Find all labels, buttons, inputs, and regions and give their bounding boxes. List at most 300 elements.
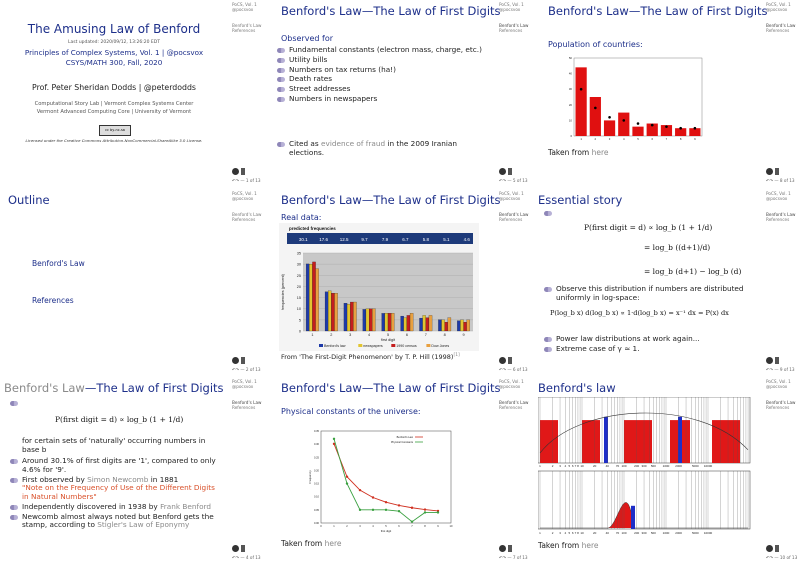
page-number: 1 of 13	[245, 178, 261, 183]
print-icon[interactable]	[232, 545, 239, 552]
sidebar-item-references[interactable]: References	[232, 216, 256, 222]
sidebar-course: PoCS, Vol. 1	[232, 191, 257, 196]
data-point	[385, 509, 387, 511]
axis-tick-label: 1000	[662, 464, 670, 468]
slide-population	[534, 0, 800, 188]
y-tick-label: 50	[568, 56, 572, 60]
newcomb-year: in 1881	[148, 474, 179, 484]
y-tick-label: 25	[296, 273, 301, 278]
bar	[442, 320, 445, 331]
data-point	[359, 489, 361, 491]
axis-tick-label: 4	[564, 464, 567, 468]
sidebar	[499, 379, 533, 410]
x-axis-label: first digit	[380, 529, 392, 533]
axis-tick-label: 7	[574, 531, 577, 535]
data-point	[424, 508, 426, 510]
bar	[632, 127, 643, 136]
population-chart	[564, 52, 704, 142]
slide-heading: Benford's Law—The Law of First Digits	[281, 381, 501, 395]
bar	[407, 315, 410, 331]
list-item: Power law distributions at work again...	[542, 335, 757, 344]
print-icon[interactable]	[232, 357, 239, 364]
slide-heading: Essential story	[538, 193, 623, 207]
axis-tick-label: 100	[621, 464, 627, 468]
bar	[309, 264, 312, 331]
list-item: Fundamental constants (electron mass, charge, etc.)	[275, 46, 490, 55]
sidebar-item-references[interactable]: References	[499, 216, 523, 222]
slide-heading: Benford's Law—The Law of First Digits	[281, 4, 501, 18]
x-tick-label: 0	[320, 525, 322, 528]
bookmark-icon[interactable]	[775, 168, 779, 175]
print-icon[interactable]	[499, 168, 506, 175]
course-line-2: CSYS/MATH 300, Fall, 2020	[65, 58, 163, 67]
axis-tick-label: 2	[551, 464, 554, 468]
list-item: Numbers in newspapers	[275, 95, 490, 104]
y-tick-label: 0.05	[313, 508, 319, 512]
bookmark-icon[interactable]	[241, 168, 245, 175]
axis-tick-label: 100	[621, 531, 627, 535]
deck-title: The Amusing Law of Benford	[27, 22, 201, 36]
data-point	[372, 509, 374, 511]
slide-footer	[232, 168, 261, 183]
axis-tick-label: 500	[650, 531, 656, 535]
y-tick-label: 0	[298, 329, 301, 334]
bar	[576, 67, 587, 136]
y-tick-label: 35	[296, 251, 301, 256]
sidebar	[232, 379, 266, 410]
sidebar-item-references[interactable]: References	[232, 27, 256, 33]
sidebar-item-benford[interactable]: Benford's Law	[766, 22, 796, 28]
sidebar	[232, 2, 266, 33]
updated-line: Last updated: 2020/09/12, 13:26:20 EDT	[68, 40, 160, 45]
x-tick-label: 5	[386, 333, 390, 337]
nav-arrows-icon[interactable]: ↶↷ —	[499, 555, 512, 560]
x-tick-label: 6	[398, 525, 400, 528]
caption-text: Taken from	[548, 148, 592, 157]
nav-arrows-icon[interactable]: ↶↷ —	[232, 367, 245, 372]
newcomb-paper-link[interactable]: "Note on the Frequency of Use of the Different Digits in Natural Numbers"	[22, 483, 215, 501]
axis-tick-label: 8	[577, 464, 579, 468]
axis-tick-label: 4	[564, 531, 567, 535]
print-icon[interactable]	[766, 545, 773, 552]
slide-footer	[766, 545, 797, 560]
sidebar-course: PoCS, Vol. 1	[232, 379, 257, 384]
slide-heading: Outline	[8, 193, 50, 207]
slide-physical-constants	[267, 377, 533, 565]
legend-label: Benford's Law	[396, 436, 413, 439]
axis-tick-label: 500	[650, 464, 656, 468]
axis-tick-label: 8	[577, 531, 579, 535]
sidebar-handle: @pocsvox	[766, 196, 788, 202]
y-tick-label: 0.20	[313, 469, 319, 473]
sidebar-item-benford[interactable]: Benford's Law	[232, 211, 262, 217]
caption-text: From 'The First-Digit Phenomenon' by T. P. Hill (1998)	[281, 353, 454, 362]
bar	[347, 304, 350, 331]
bar	[590, 97, 601, 136]
benford-link[interactable]: Frank Benford	[160, 501, 212, 511]
legend-label: newspapers	[363, 344, 383, 348]
caption-text: Taken from	[538, 541, 582, 550]
slide-heading: Benford's Law—The Law of First Digits	[4, 381, 224, 395]
data-point	[398, 504, 400, 506]
x-tick-label: 10	[449, 525, 453, 528]
power-law-bullets	[542, 335, 757, 355]
sidebar	[499, 191, 533, 222]
nav-arrows-icon[interactable]: ↶↷ —	[766, 178, 779, 183]
sidebar-handle: @pocsvox	[499, 384, 521, 390]
slide-footer	[232, 545, 261, 560]
y-tick-label: 0.30	[313, 443, 319, 447]
bar	[385, 313, 388, 331]
slide-footer	[499, 168, 528, 183]
license-badge-icon: cc by-nc-sa	[99, 125, 131, 136]
print-icon[interactable]	[499, 357, 506, 364]
y-tick-label: 40	[568, 71, 572, 76]
x-axis-label: first digit	[380, 338, 396, 342]
legend-swatch	[426, 344, 430, 347]
table-title: predicted frequencies	[289, 226, 336, 231]
sidebar-item-references[interactable]: References	[766, 404, 790, 410]
list-item	[8, 513, 223, 531]
x-tick-label: 7	[411, 525, 413, 528]
x-tick-label: 6	[405, 333, 408, 337]
sidebar-course: PoCS, Vol. 1	[766, 191, 791, 196]
page-number: 6 of 13	[512, 367, 528, 372]
list-item: Utility bills	[275, 56, 490, 65]
bar	[334, 293, 337, 331]
bullet-marker	[8, 399, 223, 409]
benford-text: Independently discovered in 1938 by	[22, 501, 161, 511]
y-tick-label: 0	[570, 134, 572, 138]
legend-label: Dow Jones	[431, 344, 450, 348]
bar	[419, 318, 422, 331]
bar	[382, 313, 385, 331]
slide-heading: Benford's law	[538, 381, 616, 395]
y-tick-label: 20	[568, 102, 572, 107]
slide-real-data	[267, 189, 533, 377]
axis-tick-label: 6	[571, 531, 574, 535]
axis-tick-label: 2	[551, 531, 554, 535]
slide-footer	[499, 545, 528, 560]
x-tick-label: 7	[665, 137, 668, 141]
sidebar-course: PoCS, Vol. 1	[499, 191, 524, 196]
sidebar	[766, 379, 800, 410]
sidebar-item-references[interactable]: References	[499, 27, 523, 33]
source-link[interactable]: here	[581, 541, 599, 550]
definition-bullets	[8, 457, 223, 531]
y-tick-label: 0.25	[313, 456, 319, 460]
bar	[316, 269, 319, 331]
author-line: Prof. Peter Sheridan Dodds | @peterdodds	[32, 83, 196, 92]
predicted-value: 12.5	[339, 237, 349, 242]
bookmark-icon[interactable]	[241, 545, 245, 552]
bar	[312, 262, 315, 331]
legend-label: 1990 census	[396, 344, 417, 348]
benford-marker	[665, 125, 668, 128]
nav-arrows-icon[interactable]: ↶↷ —	[766, 367, 779, 372]
bookmark-icon[interactable]	[775, 357, 779, 364]
slide-essential-story	[534, 189, 800, 377]
page-number: 7 of 13	[512, 555, 528, 560]
sidebar	[499, 2, 533, 33]
stigler-link[interactable]: Stigler's Law of Eponymy	[97, 520, 190, 530]
sidebar-handle: @pocsvox	[499, 7, 521, 13]
nav-arrows-icon[interactable]: ↶↷ —	[499, 367, 512, 372]
bar	[391, 313, 394, 331]
benford-marker	[637, 122, 640, 125]
predicted-value: 9.7	[361, 237, 368, 242]
legend-swatch	[358, 344, 362, 347]
slide-footer	[766, 168, 795, 183]
x-tick-label: 5	[637, 137, 639, 141]
equation-3: = log_b (d+1) − log_b (d)	[644, 267, 742, 276]
sidebar-handle: @pocsvox	[766, 7, 788, 13]
bullet-marker	[542, 209, 757, 219]
predicted-value: 4.6	[463, 237, 470, 242]
affiliation-line-1: Computational Story Lab | Vermont Complex Systems Center	[34, 101, 194, 107]
sidebar-course: PoCS, Vol. 1	[766, 379, 791, 384]
sidebar	[232, 191, 266, 222]
data-point	[411, 520, 413, 522]
outline-item-benford[interactable]: Benford's Law	[32, 259, 85, 268]
cited-bullet	[275, 140, 490, 159]
shaded-region	[624, 420, 652, 463]
slide-subtitle: Observed for	[281, 34, 334, 43]
sidebar-item-references[interactable]: References	[499, 404, 523, 410]
bookmark-icon[interactable]	[508, 168, 512, 175]
bar	[445, 322, 448, 331]
nav-arrows-icon[interactable]: ↶↷ —	[232, 178, 245, 183]
y-tick-label: 10	[568, 118, 572, 123]
affiliation-line-2: Vermont Advanced Computing Core | University of Vermont	[36, 109, 192, 115]
axis-tick-label: 70	[615, 531, 620, 535]
data-point	[359, 509, 361, 511]
sidebar-handle: @pocsvox	[232, 384, 254, 390]
log-scale-figure	[538, 397, 754, 541]
data-point	[411, 507, 413, 509]
bar	[372, 309, 375, 331]
axis-tick-label: 5	[568, 464, 571, 468]
benford-marker	[679, 127, 682, 130]
bar	[429, 315, 432, 331]
bar	[388, 313, 391, 331]
list-item: Extreme case of γ ≃ 1.	[542, 345, 757, 354]
nav-arrows-icon[interactable]: ↶↷ —	[499, 178, 512, 183]
shaded-region	[712, 420, 740, 463]
axis-tick-label: 5000	[692, 464, 699, 468]
data-point	[424, 511, 426, 513]
axis-tick-label: 1	[539, 464, 541, 468]
print-icon[interactable]	[766, 357, 773, 364]
benford-equation: P(first digit = d) ∝ log_b (1 + 1/d)	[55, 415, 184, 424]
axis-tick-label: 200	[634, 464, 640, 468]
nav-arrows-icon[interactable]: ↶↷ —	[232, 555, 245, 560]
x-tick-label: 8	[679, 137, 682, 141]
x-tick-label: 3	[359, 525, 361, 528]
list-item	[8, 476, 223, 502]
y-axis-label: Frequency	[308, 470, 312, 484]
axis-tick-label: 40	[605, 531, 609, 535]
axis-tick-label: 5000	[692, 531, 699, 535]
nav-arrows-icon[interactable]: ↶↷ —	[766, 555, 779, 560]
print-icon[interactable]	[232, 168, 239, 175]
benford-marker	[608, 116, 611, 119]
page-number: 9 of 13	[779, 367, 795, 372]
axis-tick-label: 200	[634, 531, 640, 535]
y-tick-label: 0.10	[313, 495, 319, 499]
benford-marker	[622, 119, 625, 122]
legend-label: Physical Constants	[390, 441, 413, 444]
chart-caption	[281, 539, 342, 548]
cited-text-end: in the 2009 Iranian elections.	[289, 139, 457, 157]
sidebar-handle: @pocsvox	[499, 196, 521, 202]
sidebar-course: PoCS, Vol. 1	[232, 2, 257, 7]
x-tick-label: 3	[608, 137, 611, 141]
axis-tick-label: 3	[559, 531, 561, 535]
axis-tick-label: 7	[574, 464, 577, 468]
outline-item-references[interactable]: References	[32, 296, 74, 305]
equation-1: P(first digit = d) ∝ log_b (1 + 1/d)	[584, 223, 713, 232]
predicted-value: 17.6	[319, 237, 329, 242]
x-tick-label: 2	[594, 137, 597, 141]
sidebar-item-benford[interactable]: Benford's Law	[499, 399, 529, 405]
page-number: 2 of 13	[245, 367, 261, 372]
x-tick-label: 9	[462, 333, 465, 337]
bar	[438, 320, 441, 331]
highlight-band	[631, 506, 635, 529]
sidebar	[766, 191, 800, 222]
slide-heading: Benford's Law—The Law of First Digits	[548, 4, 768, 18]
bar	[410, 313, 413, 331]
source-link[interactable]: here	[591, 148, 609, 157]
bar	[467, 320, 470, 331]
newcomb-text: First observed by	[22, 474, 88, 484]
data-point	[333, 438, 335, 440]
x-tick-label: 4	[372, 525, 374, 528]
sidebar-item-benford[interactable]: Benford's Law	[499, 22, 529, 28]
benford-marker	[580, 88, 583, 91]
x-tick-label: 9	[437, 525, 439, 528]
bar	[426, 318, 429, 331]
slide-definition	[0, 377, 266, 565]
bar	[344, 303, 347, 331]
slide-footer	[232, 357, 261, 372]
x-tick-label: 3	[349, 333, 352, 337]
y-tick-label: 10	[296, 307, 301, 312]
predicted-value: 30.1	[298, 237, 308, 242]
data-point	[385, 501, 387, 503]
slide-footer	[766, 357, 795, 372]
axis-tick-label: 10000	[703, 531, 713, 535]
sidebar-item-benford[interactable]: Benford's Law	[232, 22, 262, 28]
benford-marker	[651, 124, 654, 127]
axis-tick-label: 70	[615, 464, 620, 468]
slide-log-figure	[534, 377, 800, 565]
benford-law-link[interactable]: Benford's Law	[4, 381, 85, 395]
list-item: Death rates	[275, 75, 490, 84]
bar	[350, 302, 353, 331]
sidebar-item-references[interactable]: References	[766, 27, 790, 33]
x-tick-label: 9	[694, 137, 696, 141]
print-icon[interactable]	[766, 168, 773, 175]
license-text: Licensed under the Creative Commons Attribution-NonCommercial-ShareAlike 3.0 License.	[25, 138, 203, 143]
bar	[464, 322, 467, 331]
sidebar-item-references[interactable]: References	[232, 404, 256, 410]
y-tick-label: 0.00	[313, 522, 319, 525]
equation-note: for certain sets of 'naturally' occurring numbers in base b	[22, 436, 206, 454]
bookmark-icon[interactable]	[775, 545, 779, 552]
sidebar-item-benford[interactable]: Benford's Law	[766, 211, 796, 217]
sidebar	[766, 2, 800, 33]
y-tick-label: 5	[298, 318, 301, 323]
benford-marker	[594, 107, 597, 110]
equation-4: P(log_b x) d(log_b x) ∝ 1·d(log_b x) = x⁻¹ dx = P(x) dx	[550, 309, 729, 317]
x-tick-label: 6	[651, 137, 654, 141]
bookmark-icon[interactable]	[508, 357, 512, 364]
slide-observed-for	[267, 0, 533, 188]
sidebar-item-benford[interactable]: Benford's Law	[499, 211, 529, 217]
equation-2: = log_b ((d+1)/d)	[644, 243, 711, 252]
bar	[404, 318, 407, 331]
axis-tick-label: 300	[641, 531, 647, 535]
bar	[366, 309, 369, 331]
bar	[401, 316, 404, 331]
bookmark-icon[interactable]	[508, 545, 512, 552]
legend-label: Benford's law	[324, 344, 346, 348]
sidebar-item-benford[interactable]: Benford's Law	[766, 399, 796, 405]
y-tick-label: 0.15	[313, 482, 319, 486]
chart-caption	[281, 353, 460, 361]
list-item: Numbers on tax returns (ha!)	[275, 66, 490, 75]
x-tick-label: 1	[580, 137, 582, 141]
bar	[448, 318, 451, 331]
x-tick-label: 1	[311, 333, 314, 337]
x-tick-label: 8	[424, 525, 426, 528]
axis-tick-label: 2000	[675, 531, 682, 535]
axis-tick-label: 1000	[662, 531, 670, 535]
sidebar-course: PoCS, Vol. 1	[766, 2, 791, 7]
caption-text: Taken from	[281, 539, 325, 548]
x-tick-label: 8	[443, 333, 446, 337]
print-icon[interactable]	[499, 545, 506, 552]
slide-title	[0, 0, 266, 188]
data-point	[372, 496, 374, 498]
y-tick-label: 30	[296, 262, 301, 267]
page-number: 5 of 13	[512, 178, 528, 183]
bar	[423, 315, 426, 331]
y-tick-label: 30	[568, 87, 572, 92]
bar	[353, 302, 356, 331]
observe-bullet	[542, 285, 757, 304]
axis-tick-label: 20	[592, 531, 597, 535]
bar	[331, 293, 334, 331]
citation-link[interactable]: [1]	[453, 353, 460, 358]
sidebar-item-references[interactable]: References	[766, 216, 790, 222]
fraud-link[interactable]: evidence of fraud	[321, 139, 386, 148]
list-item: Observe this distribution if numbers are distributed uniformly in log-space:	[542, 285, 757, 303]
data-point	[398, 510, 400, 512]
observed-list	[275, 46, 490, 105]
bookmark-icon[interactable]	[241, 357, 245, 364]
sidebar-item-benford[interactable]: Benford's Law	[232, 399, 262, 405]
axis-tick-label: 40	[605, 464, 609, 468]
cited-text: Cited as	[289, 139, 322, 148]
slide-subtitle: Physical constants of the universe:	[281, 407, 421, 416]
sidebar-course: PoCS, Vol. 1	[499, 379, 524, 384]
bar	[460, 320, 463, 331]
source-link[interactable]: here	[324, 539, 342, 548]
newcomb-link[interactable]: Simon Newcomb	[87, 474, 149, 484]
